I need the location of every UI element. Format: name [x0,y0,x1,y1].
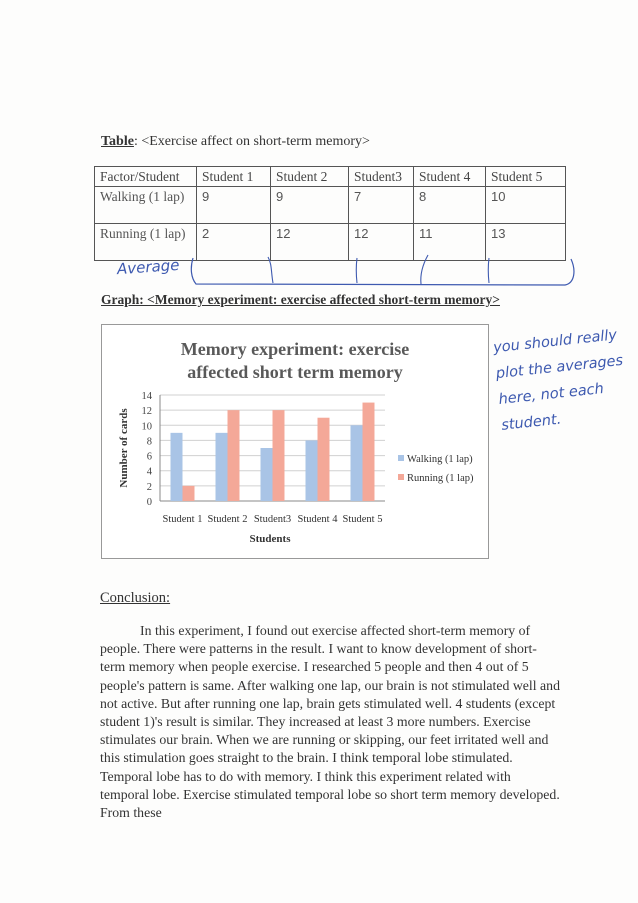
table-cell: 12 [349,224,414,261]
y-tick-label: 8 [146,436,152,448]
y-tick-label: 6 [146,451,152,463]
y-tick-label: 0 [146,497,152,508]
table-cell: 11 [414,224,486,261]
x-tick-label: Student 2 [207,514,248,525]
bar [183,486,195,501]
bar [351,425,363,501]
table-cell: 12 [271,224,349,261]
table-cell: 2 [197,224,271,261]
bar [216,433,228,501]
table-factor-cell: Walking (1 lap) [95,187,197,224]
handwritten-average-note: Average [116,255,181,279]
y-axis-label: Number of cards [118,408,130,488]
bar [306,440,318,501]
y-tick-label: 14 [141,391,152,402]
bar [228,410,240,501]
chart-frame [101,324,489,559]
chart-title: Memory experiment: exercise [180,339,410,359]
x-tick-label: Student3 [253,514,292,525]
table-header-cell: Student 4 [414,167,486,187]
table-factor-cell: Running (1 lap) [95,224,197,261]
bar [171,433,183,501]
conclusion-heading: Conclusion: [100,590,171,606]
table-cell: 9 [197,187,271,224]
table-cell: 9 [271,187,349,224]
table-cell: 8 [414,187,486,224]
table-header-cell: Factor/Student [95,167,197,187]
conclusion-paragraph: In this experiment, I found out exercise affected short-term memory of people. There were patterns in the result. I want to know development of short-term memory when people exercise. I researched 5 people and then 4 out of 5 people's pattern is same. After walking one lap, our brain is not stimulated well and not active. But after running one lap, brain gets stimulated well. 4 students (except student 1)'s result is similar. They increased at least 3 more numbers. Exercise stimulates our brain. When we are running or skipping, our feet irritated well and this stimulation goes straight to the brain. I think temporal lobe stimulated. Temporal lobe has to do with memory. I think this experiment related with temporal lobe. Exercise stimulated temporal lobe so short term memory developed. From these [100,623,560,821]
table-header-cell: Student3 [349,167,414,187]
bar [318,418,330,501]
bar-chart [102,325,488,558]
table-heading-label: Table [101,134,134,149]
handwritten-margin-note: you should really plot the averages here, not each student. [492,327,624,434]
legend-label: Running (1 lap) [407,473,474,484]
x-tick-label: Student 4 [297,514,338,525]
bar [363,403,375,501]
table-cell: 10 [486,187,566,224]
y-tick-label: 12 [141,406,152,418]
chart-title: affected short term memory [187,362,403,382]
table-cell: 7 [349,187,414,224]
table-header-cell: Student 5 [486,167,566,187]
table-header-cell: Student 2 [271,167,349,187]
y-tick-label: 2 [146,481,152,493]
legend-label: Walking (1 lap) [407,454,473,465]
bar [273,410,285,501]
legend-swatch [398,455,404,461]
table-header-cell: Student 1 [197,167,271,187]
x-tick-label: Student 1 [162,514,203,525]
table-heading-title: : <Exercise affect on short-term memory> [133,134,370,149]
y-tick-label: 10 [141,421,152,433]
bar [261,448,273,501]
x-axis-label: Students [249,533,291,545]
table-cell: 13 [486,224,566,261]
graph-heading: Graph: <Memory experiment: exercise affected short-term memory> [101,292,500,307]
y-tick-label: 4 [146,466,152,478]
x-tick-label: Student 5 [342,514,383,525]
legend-swatch [398,474,404,480]
